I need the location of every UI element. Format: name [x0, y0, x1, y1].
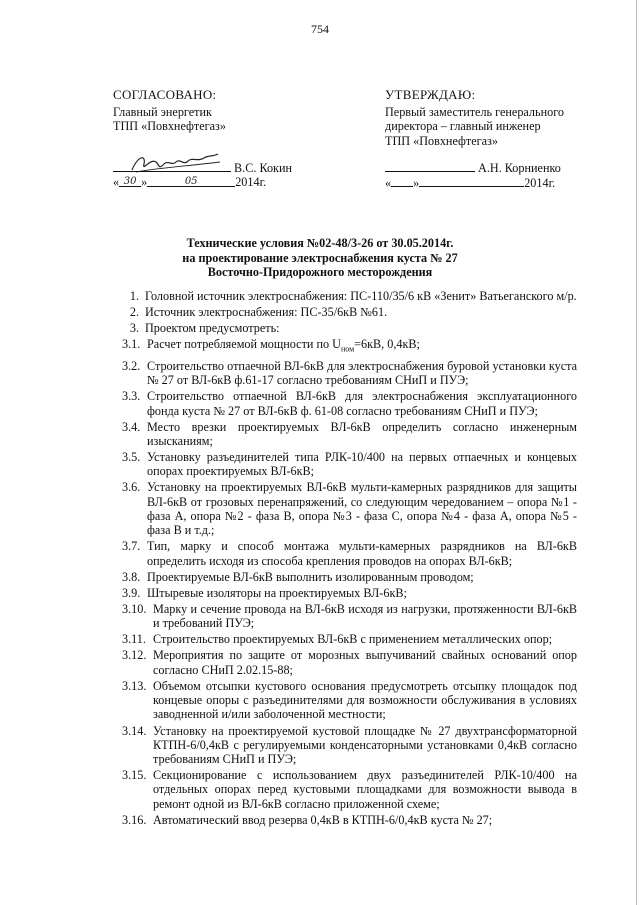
title-line-1: Технические условия №02-48/3-26 от 30.05.2014г.	[186, 236, 454, 250]
item-number: 3.7.	[122, 539, 141, 554]
item-text: Установку разъединителей типа РЛК-10/400 на первых отпаечных и концевых опорах проектируемых ВЛ-6кВ;	[147, 449, 577, 479]
list-item	[122, 359, 577, 388]
left-signature-underline	[113, 160, 231, 172]
approval-left-signer: В.С. Кокин	[234, 161, 293, 175]
approval-right-position-2: директора – главный инженер	[385, 119, 541, 133]
list-item	[122, 321, 577, 335]
item-number: 3.14.	[122, 723, 147, 738]
right-date-year: 2014г.	[524, 176, 556, 190]
right-date-day-field	[391, 175, 413, 187]
item-text: Место врезки проектируемых ВЛ-6кВ определить согласно инженерным изысканиям;	[147, 419, 577, 448]
list-item	[122, 679, 577, 722]
list-item	[122, 632, 577, 646]
item-text: Головной источник электроснабжения: ПС-110/35/6 кВ «Зенит» Ватьеганского м/р.	[145, 289, 577, 303]
list-item	[122, 724, 577, 767]
approval-left-organization: ТПП «Повхнефтегаз»	[113, 119, 226, 133]
left-date-day: 30	[123, 176, 137, 187]
item-text: Строительство отпаечной ВЛ-6кВ для электроснабжения эксплуатационного фонда куста № 27 от ВЛ-6кВ ф. 61-08 согласно требованиям СНиП и ПУЭ;	[147, 389, 577, 418]
item-number: 3.6.	[122, 480, 141, 495]
item-text: Строительство проектируемых ВЛ-6кВ с применением металлических опор;	[153, 632, 553, 647]
list-item	[122, 602, 577, 631]
left-date-month-field	[147, 175, 235, 187]
item-number: 3.8.	[122, 569, 141, 584]
item-text: Установку на проектируемых ВЛ-6кВ мульти-камерных разрядников для защиты ВЛ-6кВ от грозовых перенапряжений, со следующим чередованием – опора №1 - фаза А, опора №2 - фаза В, опора №3 - фаза С, опора №4 - фаза А, опора №5 - фаза В и т.д.;	[147, 480, 577, 538]
left-date-year: 2014г.	[235, 175, 267, 189]
item-number: 3.12.	[122, 648, 147, 663]
list-item	[122, 768, 577, 811]
item-number: 3.16.	[122, 812, 147, 827]
approval-right-signature-line	[385, 160, 561, 176]
list-item	[122, 289, 577, 303]
item-text-subscript: ном	[340, 344, 355, 354]
item-text: Проектом предусмотреть:	[145, 321, 280, 336]
item-number: 3.10.	[122, 601, 147, 616]
approval-left-block	[113, 88, 343, 134]
requirements-list	[122, 289, 577, 829]
document-title	[100, 236, 540, 280]
item-text: Марку и сечение провода на ВЛ-6кВ исходя из нагрузки, протяженности ВЛ-6кВ и требований ПУЭ;	[153, 601, 577, 631]
item-text: Объемом отсыпки кустового основания предусмотреть отсыпку площадок под концевые опоры с разъединителями для возможности обслуживания в условиях заводненной и/или заболоченной местности;	[153, 678, 577, 722]
left-date-month: 05	[184, 176, 198, 187]
title-line-2: на проектирование электроснабжения куста № 27	[182, 250, 458, 265]
right-date-quote-open: «	[385, 176, 392, 190]
approval-left-heading: СОГЛАСОВАНО:	[113, 87, 217, 102]
item-number: 3.15.	[122, 768, 147, 783]
list-item	[122, 337, 577, 357]
right-signature-underline	[385, 160, 475, 172]
item-text: Установку на проектируемой кустовой площадке № 27 двухтрансформаторной КТПН-6/0,4кВ с регулируемыми конденсаторными установками 0,4кВ согласно требованиям СНиП и ПУЭ;	[153, 723, 577, 767]
item-text: Автоматический ввод резерва 0,4кВ в КТПН-6/0,4кВ куста № 27;	[153, 812, 493, 827]
list-item	[122, 648, 577, 677]
item-text: Мероприятия по защите от морозных выпучиваний свайных оснований опор согласно СНиП 2.02.15-88;	[153, 648, 577, 677]
left-date-quote-close: »	[141, 175, 148, 189]
list-item	[122, 539, 577, 568]
item-number: 3.3.	[122, 389, 141, 404]
item-text: Тип, марку и способ монтажа мульти-камерных разрядников на ВЛ-6кВ определить исходя из способа крепления проводов на опорах ВЛ-6кВ;	[147, 539, 577, 568]
item-text: Секционирование с использованием двух разъединителей РЛК-10/400 на отдельных опорах перед кустовыми площадками для возможности вывода в ремонт одной из ВЛ-6кВ согласно приложенной схеме;	[153, 768, 577, 811]
approval-right-position-1: Первый заместитель генерального	[385, 104, 564, 119]
approval-right-signer: А.Н. Корниенко	[478, 161, 561, 175]
left-date-day-field	[119, 175, 141, 187]
item-number: 3.2.	[122, 358, 141, 373]
item-text	[147, 337, 577, 357]
item-number: 3.5.	[122, 449, 141, 464]
item-text: Проектируемые ВЛ-6кВ выполнить изолированным проводом;	[147, 569, 474, 584]
list-item	[122, 570, 577, 584]
approval-right-block	[385, 88, 615, 148]
title-line-3: Восточно-Придорожного месторождения	[207, 265, 433, 280]
item-text: Строительство отпаечной ВЛ-6кВ для электроснабжения буровой установки куста № 27 от ВЛ-6кВ ф.61-17 согласно требованиям СНиП и ПУЭ;	[147, 358, 577, 388]
list-item	[122, 480, 577, 537]
list-item	[122, 305, 577, 319]
list-item	[122, 586, 577, 600]
item-number: 3.11.	[122, 632, 146, 647]
list-item	[122, 389, 577, 418]
approval-right-organization: ТПП «Повхнефтегаз»	[385, 133, 498, 148]
item-number: 3.9.	[122, 585, 141, 600]
item-text: Штыревые изоляторы на проектируемых ВЛ-6кВ;	[147, 585, 407, 600]
item-text-part: Расчет потребляемой мощности по U	[147, 337, 341, 352]
approval-left-signature-line	[113, 160, 292, 176]
page-number: 754	[311, 22, 329, 36]
item-text-part: =6кВ, 0,4кВ;	[354, 337, 420, 352]
item-number: 3.	[129, 321, 139, 336]
right-date-quote-close: »	[413, 176, 420, 190]
right-date-month-field	[419, 175, 524, 187]
item-number: 1.	[129, 289, 139, 303]
item-text: Источник электроснабжения: ПС-35/6кВ №61.	[145, 305, 388, 320]
list-item	[122, 450, 577, 479]
item-number: 3.13.	[122, 678, 147, 693]
item-number: 3.4.	[122, 419, 141, 434]
left-date-quote-open: «	[113, 175, 120, 189]
approval-left-date	[113, 175, 266, 190]
approval-right-heading: УТВЕРЖДАЮ:	[385, 87, 476, 102]
item-number: 3.1.	[122, 337, 141, 352]
list-item	[122, 420, 577, 449]
item-number: 2.	[129, 305, 139, 320]
approval-left-position: Главный энергетик	[113, 104, 212, 119]
scan-edge-line	[636, 0, 637, 905]
list-item	[122, 813, 577, 827]
approval-right-date	[385, 175, 555, 191]
